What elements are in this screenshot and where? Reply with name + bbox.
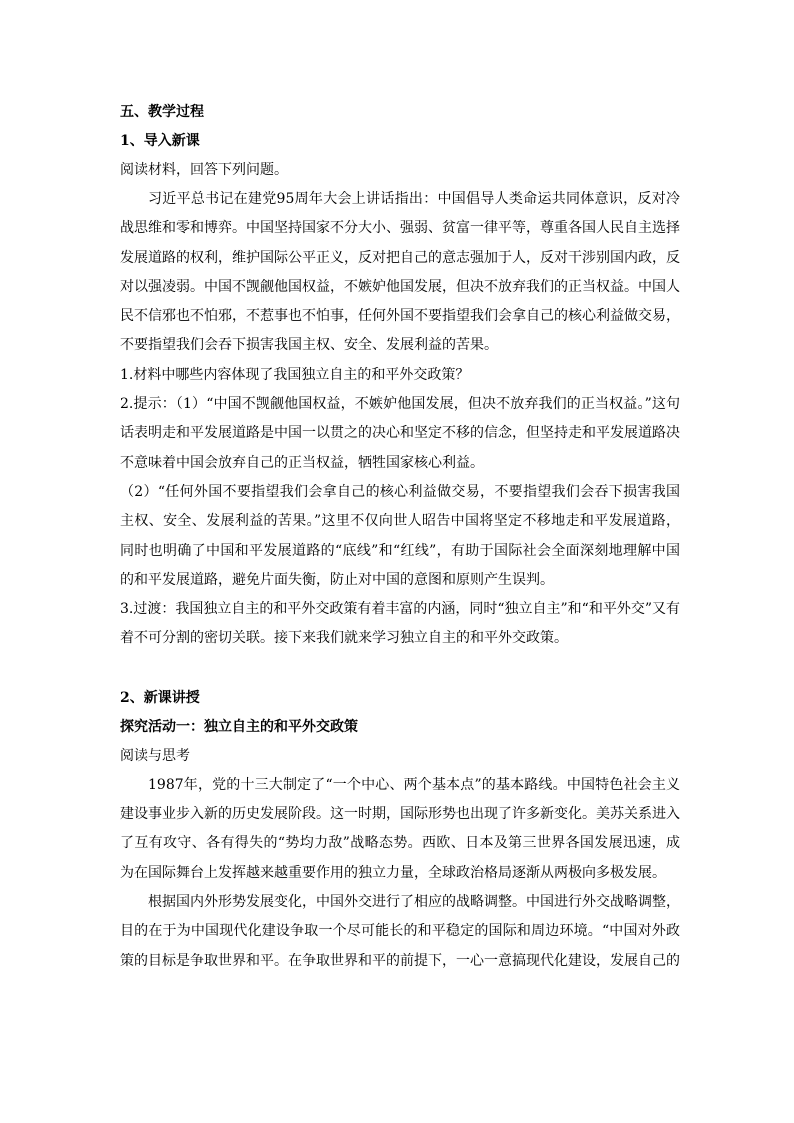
subsection-title-new-lesson: 2、新课讲授 — [120, 689, 200, 706]
material-paragraph-2: 1987年，党的十三大制定了“一个中心、两个基本点”的基本路线。中国特色社会主义建设事业步入新的历史发展阶段。这一时期，国际形势也出现了许多新变化。美苏关系进入了互有攻守、各有得失的“势均力敌”战略态势。西欧、日本及第三世界各国发展迅速，成为在国际舞台上发挥越来越重要作用的独立力量，全球政治格局逐渐从两极向多极发展。 — [120, 776, 680, 881]
activity-title: 探究活动一：独立自主的和平外交政策 — [120, 718, 358, 735]
reading-instruction: 阅读材料，回答下列问题。 — [120, 162, 288, 178]
subsection-title-intro: 1、导入新课 — [120, 133, 200, 149]
question-1: 1.材料中哪些内容体现了我国独立自主的和平外交政策？ — [120, 366, 470, 383]
hint-paragraph-1: 2.提示：（1）“中国不觊觎他国权益，不嫉妒他国发展，但决不放弃我们的正当权益。”这句话表明走和平发展道路是中国一以贯之的决心和坚定不移的信念，但坚持走和平发展道路决不意味着中国会放弃自己的正当权益，牺牲国家核心利益。 — [120, 396, 680, 471]
material-paragraph-3: 根据国内外形势发展变化，中国外交进行了相应的战略调整。中国进行外交战略调整，目的在于为中国现代化建设争取一个尽可能长的和平稳定的国际和周边环境。“中国对外政策的目标是争取世界和平。在争取世界和平的前提下，一心一意搞现代化建设，发展自己的 — [120, 893, 680, 969]
material-paragraph-1: 习近平总书记在建党95周年大会上讲话指出：中国倡导人类命运共同体意识，反对冷战思维和零和博弈。中国坚持国家不分大小、强弱、贫富一律平等，尊重各国人民自主选择发展道路的权利，维护国际公平正义，反对把自己的意志强加于人，反对干涉别国内政，反对以强凌弱。中国不觊觎他国权益，不嫉妒他国发展，但决不放弃我们的正当权益。中国人民不信邪也不怕邪，不惹事也不怕事，任何外国不要指望我们会拿自己的核心利益做交易，不要指望我们会吞下损害我国主权、安全、发展利益的苦果。 — [120, 191, 680, 354]
section-title: 五、教学过程 — [120, 104, 204, 120]
paragraph-gap — [120, 654, 680, 684]
document-page — [120, 98, 680, 976]
hint-paragraph-2: （2）“任何外国不要指望我们会拿自己的核心利益做交易，不要指望我们会吞下损害我国主权、安全、发展利益的苦果。”这里不仅向世人昭告中国将坚定不移地走和平发展道路，同时也明确了中国和平发展道路的“底线”和“红线”，有助于国际社会全面深刻地理解中国的和平发展道路，避免片面失衡，防止对中国的意图和原则产生误判。 — [120, 483, 680, 588]
transition-paragraph: 3.过渡：我国独立自主的和平外交政策有着丰富的内涵，同时“独立自主”和“和平外交”又有着不可分割的密切关联。接下来我们就来学习独立自主的和平外交政策。 — [120, 601, 680, 647]
activity-intro: 阅读与思考 — [120, 747, 190, 764]
